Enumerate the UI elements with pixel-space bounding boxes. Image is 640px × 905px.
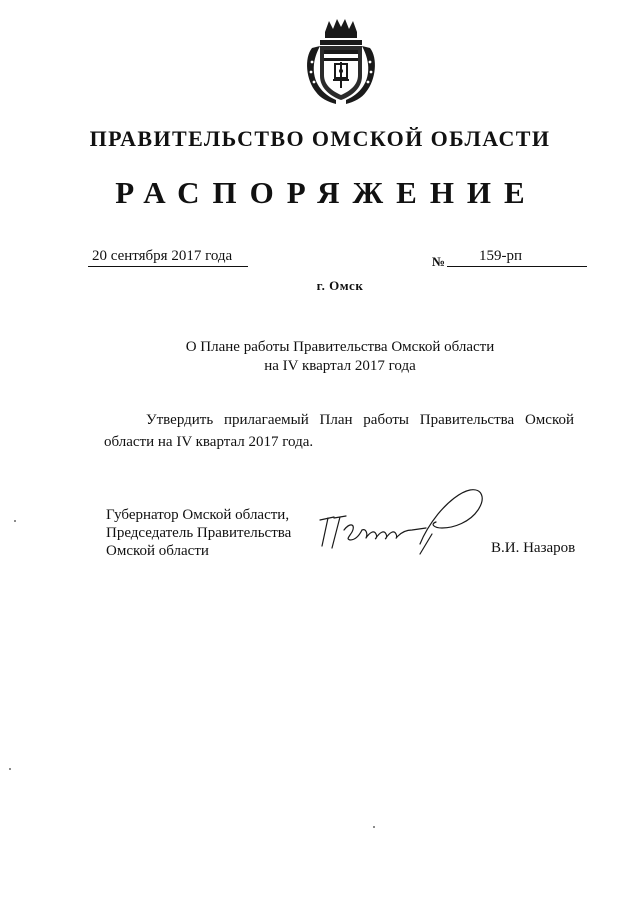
signer-name: В.И. Назаров [491,540,576,556]
signer-position-line-1: Губернатор Омской области, [106,507,290,523]
city-line: г. Омск [316,278,364,293]
scan-speck [373,826,375,828]
document-subject [0,338,640,376]
document-type: РАСПОРЯЖЕНИЕ [115,175,538,210]
document-date: 20 сентября 2017 года [88,248,248,267]
subject-line-1: О Плане работы Правительства Омской области [185,339,495,355]
signer-position-line-3: Омской области [106,543,209,559]
organization-title: ПРАВИТЕЛЬСТВО ОМСКОЙ ОБЛАСТИ [89,126,551,151]
signer-position-line-2: Председатель Правительства [106,525,292,541]
signer-position [106,506,291,560]
body-paragraph: Утвердить прилагаемый План работы Правительства Омской области на IV квартал 2017 года. [104,412,574,450]
document-number: 159-рп [447,248,587,267]
number-label: № [432,254,446,269]
coat-of-arms-emblem [298,18,384,108]
scan-speck [9,768,11,770]
scan-speck [14,520,16,522]
subject-line-2: на IV квартал 2017 года [264,358,416,374]
handwritten-signature [316,484,492,556]
